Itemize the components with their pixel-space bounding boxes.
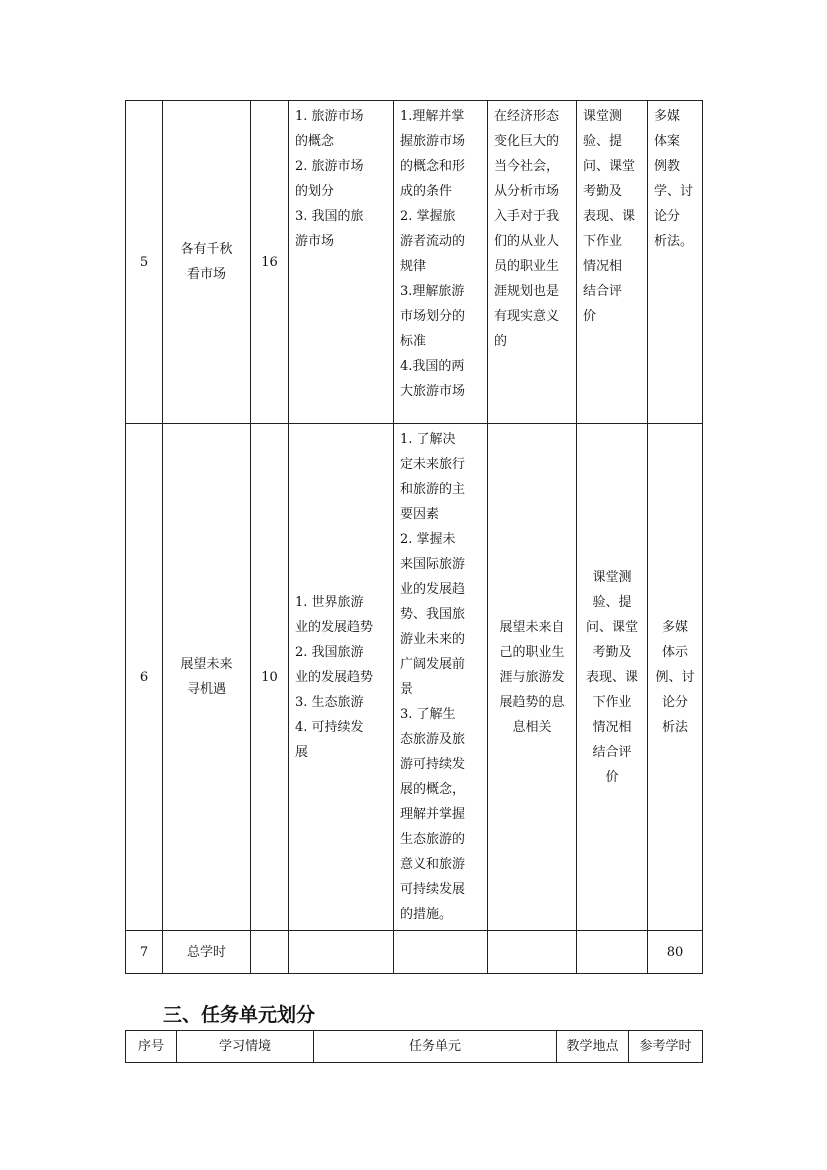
teaching-objectives xyxy=(394,931,488,974)
teaching-content: 1. 世界旅游 业的发展趋势 2. 我国旅游 业的发展趋势 3. 生态旅游 4. 可持续发 展 xyxy=(289,424,394,931)
header-reference-hours: 参考学时 xyxy=(629,1031,703,1063)
row-number: 5 xyxy=(126,101,163,424)
hours-cell xyxy=(251,931,289,974)
row-number: 7 xyxy=(126,931,163,974)
header-task-unit: 任务单元 xyxy=(314,1031,557,1063)
career-relevance: 在经济形态 变化巨大的 当今社会， 从分析市场 入手对于我 们的从业人 员的职业生 涯规划也是 有现实意义 的 xyxy=(488,101,577,424)
assessment-method xyxy=(577,931,648,974)
learning-context: 各有千秋 看市场 xyxy=(163,101,251,424)
assessment-method: 课堂测 验、提 问、课堂 考勤及 表现、课 下作业 情况相 结合评 价 xyxy=(577,424,648,931)
teaching-objectives: 1. 了解决 定未来旅行 和旅游的主 要因素 2. 掌握未 来国际旅游 业的发展趋 势、我国旅 游业未来的 广阔发展前 景 3. 了解生 态旅游及旅 游可持续发 展的概念， 理解并掌握 生态旅游的 意义和旅游 可持续发展 的措施。 xyxy=(394,424,488,931)
assessment-method: 课堂测 验、提 问、课堂 考勤及 表现、课 下作业 情况相 结合评 价 xyxy=(577,101,648,424)
total-hours: 80 xyxy=(648,931,703,974)
teaching-method: 多媒 体示 例、讨 论分 析法 xyxy=(648,424,703,931)
task-unit-table xyxy=(125,1030,703,1063)
career-relevance xyxy=(488,931,577,974)
row-number: 6 xyxy=(126,424,163,931)
course-content-table xyxy=(125,100,703,974)
teaching-content: 1. 旅游市场 的概念 2. 旅游市场 的划分 3. 我国的旅 游市场 xyxy=(289,101,394,424)
header-learning-context: 学习情境 xyxy=(177,1031,314,1063)
teaching-objectives: 1.理解并掌 握旅游市场 的概念和形 成的条件 2. 掌握旅 游者流动的 规律 3.理解旅游 市场划分的 标准 4.我国的两 大旅游市场 xyxy=(394,101,488,424)
table-row xyxy=(126,424,703,931)
career-relevance: 展望未来自 己的职业生 涯与旅游发 展趋势的息 息相关 xyxy=(488,424,577,931)
hours-cell: 10 xyxy=(251,424,289,931)
teaching-method: 多媒 体案 例教 学、讨 论分 析法。 xyxy=(648,101,703,424)
header-serial-number: 序号 xyxy=(126,1031,177,1063)
learning-context: 总学时 xyxy=(163,931,251,974)
table-row xyxy=(126,931,703,974)
section-title: 三、任务单元划分 xyxy=(163,1004,316,1026)
learning-context: 展望未来 寻机遇 xyxy=(163,424,251,931)
header-teaching-location: 教学地点 xyxy=(557,1031,629,1063)
teaching-content xyxy=(289,931,394,974)
table-header-row xyxy=(126,1031,703,1063)
hours-cell: 16 xyxy=(251,101,289,424)
table-row xyxy=(126,101,703,424)
